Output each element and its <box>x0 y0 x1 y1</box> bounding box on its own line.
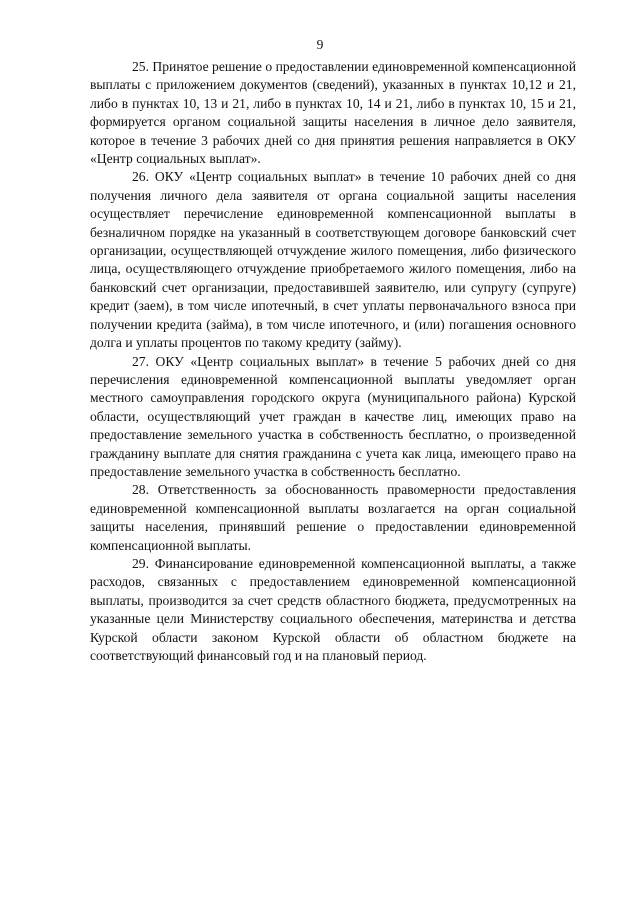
paragraph-28: 28. Ответственность за обоснованность правомерности предоставления единовременной компенсационной выплаты возлагается на орган социальной защиты населения, принявший решение о предоставлении единовременной компенсационной выплаты. <box>90 482 576 553</box>
document-body <box>90 58 576 665</box>
paragraph-27: 27. ОКУ «Центр социальных выплат» в течение 5 рабочих дней со дня перечисления единовременной компенсационной выплаты уведомляет орган местного самоуправления городского округа (муниципального района) Курской области, осуществляющий учет граждан в качестве лиц, имеющих право на предоставление земельного участка в собственность бесплатно, о произведенной гражданину выплате для снятия гражданина с учета как лица, имеющего право на предоставление земельного участка в собственность бесплатно. <box>90 353 576 479</box>
paragraph-25: 25. Принятое решение о предоставлении единовременной компенсационной выплаты с приложением документов (сведений), указанных в пунктах 10,12 и 21, либо в пунктах 10, 13 и 21, либо в пунктах 10, 14 и 21, либо в пунктах 10, 15 и 21, формируется органом социальной защиты населения в личное дело заявителя, которое в течение 3 рабочих дней со дня принятия решения направляется в ОКУ «Центр социальных выплат». <box>90 59 576 167</box>
paragraph-29: 29. Финансирование единовременной компенсационной выплаты, а также расходов, связанных с предоставлением единовременной компенсационной выплаты, производится за счет средств областного бюджета, предусмотренных на указанные цели Министерству социального обеспечения, материнства и детства Курской области законом Курской области об областном бюджете на соответствующий финансовый год и на плановый период. <box>90 555 576 663</box>
paragraph-26: 26. ОКУ «Центр социальных выплат» в течение 10 рабочих дней со дня получения личного дела заявителя от органа социальной защиты населения осуществляет перечисление единовременной компенсационной выплаты в безналичном порядке на указанный в соответствующем договоре банковский счет организации, осуществляющей отчуждение жилого помещения, либо физического лица, осуществляющего отчуждение приобретаемого жилого помещения, либо на банковский счет организации, предоставившей заявителю, или супругу (супруге) кредит (заем), в том числе ипотечный, в счет уплаты первоначального взноса при получении кредита (займа), в том числе ипотечного, и (или) погашения основного долга и уплаты процентов по такому кредиту (займу). <box>90 169 576 351</box>
page-number: 9 <box>316 37 324 52</box>
